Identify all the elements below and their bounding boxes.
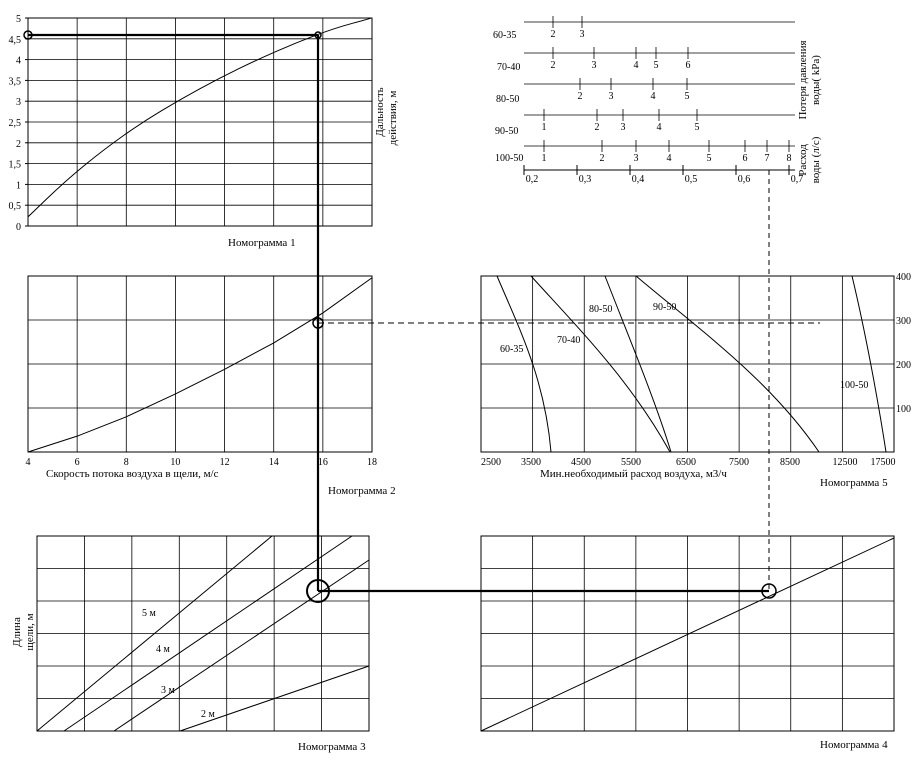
nomogram-5	[481, 272, 911, 468]
nomogram-5-xtick-label: 4500	[571, 457, 591, 468]
nomogram-2-xtick-label: 14	[268, 457, 279, 468]
nomogram-2-xtick-label: 18	[367, 457, 377, 468]
nomogram-3-length-label: 4 м	[156, 644, 170, 655]
scale-row-tick-label: 8	[786, 153, 792, 164]
nomogram-5-xtick-label: 17500	[870, 457, 896, 468]
scales-xlabel-line1: Расход	[797, 144, 809, 176]
nomogram-1-ylabel-line1: Дальность	[374, 87, 386, 137]
scale-row-tick-label: 5	[684, 91, 690, 102]
nomogram-1-title: Номограмма 1	[228, 237, 296, 249]
nomogram-1-curve	[28, 18, 372, 217]
scale-row-tick-label: 3	[608, 91, 614, 102]
nomogram-3-length-label: 3 м	[161, 685, 175, 696]
flow-axis-tick-label: 0,7	[790, 174, 804, 185]
scale-row-tick-label: 1	[541, 122, 547, 133]
scales-ylabel-line1: Потеря давления	[797, 40, 809, 120]
flow-axis-tick-label: 0,2	[525, 174, 539, 185]
water-flow-scales	[493, 16, 803, 185]
nomogram-5-title: Номограмма 5	[820, 477, 888, 489]
scale-row-label: 100-50	[495, 153, 524, 164]
nomogram-5-xlabel: Мин.необходимый расход воздуха, м3/ч	[540, 468, 727, 480]
solution-path	[24, 31, 820, 602]
nomogram-3-length-label: 2 м	[201, 709, 215, 720]
scale-row-tick-label: 5	[694, 122, 700, 133]
scale-row-label: 70-40	[497, 62, 521, 73]
nomogram-2-xtick-label: 10	[170, 457, 181, 468]
scale-row-tick-label: 4	[633, 60, 639, 71]
nomogram-5-ytick-label: 100	[896, 404, 911, 415]
nomogram-2	[26, 276, 378, 468]
flow-axis-tick-label: 0,3	[578, 174, 592, 185]
nomogram-1-ytick-label: 5	[16, 14, 21, 25]
nomogram-1-ytick-label: 1,5	[8, 159, 21, 171]
nomogram-5-xtick-label: 12500	[832, 457, 858, 468]
nomogram-5-series-label: 80-50	[589, 304, 613, 315]
scale-row-label: 80-50	[496, 94, 520, 105]
nomogram-5-series-label: 70-40	[557, 335, 581, 346]
nomogram-5-xtick-label: 8500	[780, 457, 800, 468]
nomogram-1-ytick-label: 3,5	[8, 76, 21, 88]
nomogram-3-length-label: 5 м	[142, 608, 156, 619]
nomogram-2-title: Номограмма 2	[328, 485, 396, 497]
nomogram-3-title: Номограмма 3	[298, 741, 366, 753]
nomogram-5-ytick-label: 200	[896, 360, 911, 371]
scale-row-tick-label: 6	[685, 60, 691, 71]
scale-row-tick-label: 2	[594, 122, 600, 133]
nomogram-5-xtick-label: 5500	[621, 457, 641, 468]
nomogram-4	[481, 536, 894, 731]
nomogram-1-ytick-label: 0,5	[8, 201, 21, 213]
flow-axis-tick-label: 0,6	[737, 174, 751, 185]
nomogram-1-ytick-label: 0	[16, 222, 21, 233]
nomogram-5-series-label: 90-50	[653, 302, 677, 313]
nomogram-3	[37, 536, 369, 731]
nomogram-5-xtick-label: 6500	[676, 457, 696, 468]
scale-row-tick-label: 5	[653, 60, 659, 71]
scale-row-tick-label: 4	[656, 122, 662, 133]
scales-xlabel-line2: воды (л/с)	[810, 136, 822, 184]
nomogram-5-series-label: 60-35	[500, 344, 524, 355]
nomogram-1-ytick-label: 3	[16, 97, 21, 109]
scale-row-tick-label: 4	[666, 153, 672, 164]
nomogram-1-ytick-label: 1	[16, 180, 21, 192]
nomogram-1-ytick-label: 4,5	[8, 34, 21, 46]
nomogram-3-ylabel-line2: щели, м	[24, 613, 36, 651]
flow-axis-tick-label: 0,5	[684, 174, 698, 185]
nomogram-2-xtick-label: 16	[317, 457, 328, 468]
nomogram-3-length-line	[114, 560, 369, 731]
scale-row-tick-label: 7	[764, 153, 770, 164]
nomogram-5-ytick-label: 300	[896, 316, 911, 327]
scale-row-tick-label: 3	[591, 60, 597, 71]
nomogram-5-xtick-label: 3500	[521, 457, 541, 468]
nomogram-2-xtick-label: 6	[74, 457, 80, 468]
nomogram-1-ytick-label: 4	[16, 55, 21, 67]
nomogram-2-xtick-label: 8	[123, 457, 129, 468]
nomogram-5-xtick-label: 7500	[729, 457, 749, 468]
scale-row-label: 90-50	[495, 126, 519, 137]
scales-ylabel-line2: воды( kPa)	[810, 55, 822, 105]
nomogram-5-xtick-label: 2500	[481, 457, 501, 468]
nomogram-1-ylabel-line2: действия, м	[387, 90, 399, 146]
scale-row-label: 60-35	[493, 30, 517, 41]
nomogram-5-series-label: 100-50	[840, 380, 869, 391]
nomogram-4-title: Номограмма 4	[820, 739, 888, 751]
scale-row-tick-label: 3	[579, 29, 585, 40]
nomogram-2-xtick-label: 4	[25, 457, 31, 468]
scale-row-tick-label: 2	[599, 153, 605, 164]
scale-row-tick-label: 2	[550, 29, 556, 40]
nomogram-3-ylabel-line1: Длина	[11, 617, 23, 647]
nomogram-2-xlabel: Скорость потока воздуха в щели, м/с	[46, 468, 219, 480]
nomogram-1-ytick-label: 2	[16, 138, 21, 150]
scale-row-tick-label: 2	[550, 60, 556, 71]
scale-row-tick-label: 3	[620, 122, 626, 133]
flow-axis-tick-label: 0,4	[631, 174, 645, 185]
nomogram-2-curve	[28, 278, 372, 452]
scale-row-tick-label: 4	[650, 91, 656, 102]
nomogram-1-ytick-label: 2,5	[8, 118, 21, 129]
nomogram-5-ytick-label: 400	[896, 272, 911, 283]
scale-row-tick-label: 6	[742, 153, 748, 164]
scale-row-tick-label: 1	[541, 153, 547, 164]
scale-row-tick-label: 2	[577, 91, 583, 102]
scale-row-tick-label: 3	[633, 153, 639, 164]
scale-row-tick-label: 5	[706, 153, 712, 164]
nomogram-2-xtick-label: 12	[219, 457, 230, 468]
